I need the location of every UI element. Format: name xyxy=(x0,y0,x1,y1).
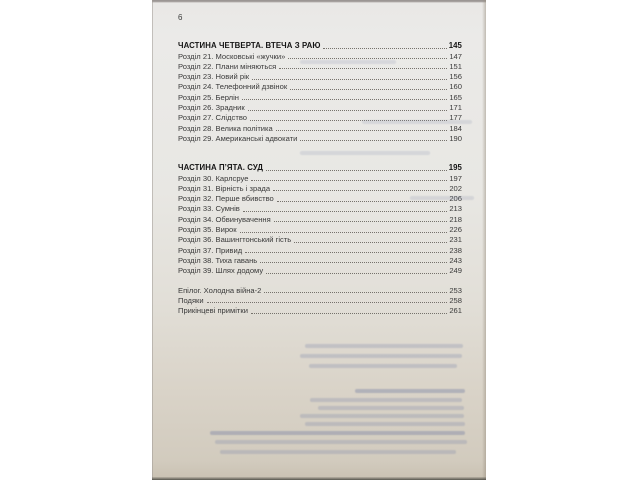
dot-leader xyxy=(273,190,447,191)
dot-leader xyxy=(290,89,447,90)
chapter-page-number: 165 xyxy=(449,92,462,102)
table-of-contents xyxy=(178,40,462,315)
page-edge-shadow-right xyxy=(482,0,486,480)
chapter-page-number: 249 xyxy=(449,266,462,276)
show-through-line xyxy=(309,364,457,368)
show-through-line xyxy=(318,406,464,410)
toc-section-part-four xyxy=(178,40,462,143)
chapter-label: Розділ 39. Шлях додому xyxy=(178,266,264,276)
chapter-page-number: 197 xyxy=(449,173,462,183)
dot-leader xyxy=(207,302,448,303)
chapter-label: Розділ 34. Обвинувачення xyxy=(178,214,271,224)
toc-row xyxy=(178,234,462,244)
chapter-label: Розділ 26. Зрадник xyxy=(178,103,245,113)
toc-row xyxy=(178,71,462,81)
toc-row xyxy=(178,172,462,182)
toc-row xyxy=(178,255,462,265)
chapter-label: Розділ 27. Слідство xyxy=(178,113,247,123)
toc-section-back-matter xyxy=(178,284,462,315)
chapter-label: Розділ 35. Вирок xyxy=(178,225,237,235)
book-page-photo xyxy=(152,0,486,480)
show-through-line xyxy=(300,354,462,358)
toc-row xyxy=(178,133,462,143)
dot-leader xyxy=(242,99,447,100)
dot-leader xyxy=(323,48,446,49)
chapter-page-number: 177 xyxy=(449,113,462,123)
dot-leader xyxy=(251,313,447,314)
toc-row xyxy=(178,265,462,275)
toc-row xyxy=(178,284,462,294)
chapter-page-number: 238 xyxy=(449,245,462,255)
chapter-label: Розділ 37. Привид xyxy=(178,245,243,255)
chapter-label: Розділ 38. Тиха гавань xyxy=(178,255,258,265)
dot-leader xyxy=(240,232,448,233)
part-title: ЧАСТИНА П’ЯТА. СУД xyxy=(178,163,264,173)
toc-row xyxy=(178,244,462,254)
show-through-line xyxy=(220,450,456,454)
chapter-label: Розділ 25. Берлін xyxy=(178,92,239,102)
chapter-page-number: 258 xyxy=(449,295,462,305)
toc-row xyxy=(178,213,462,223)
toc-row xyxy=(178,305,462,315)
toc-row xyxy=(178,203,462,213)
dot-leader xyxy=(243,211,447,212)
chapter-page-number: 151 xyxy=(449,61,462,71)
dot-leader xyxy=(274,221,448,222)
toc-row xyxy=(178,81,462,91)
toc-section-part-five xyxy=(178,162,462,275)
chapter-page-number: 206 xyxy=(449,194,462,204)
toc-row xyxy=(178,61,462,71)
dot-leader xyxy=(251,180,447,181)
toc-row xyxy=(178,122,462,132)
chapter-page-number: 213 xyxy=(449,204,462,214)
dot-leader xyxy=(264,292,447,293)
chapter-label: Розділ 31. Вірність і зрада xyxy=(178,183,271,193)
part-title: ЧАСТИНА ЧЕТВЕРТА. ВТЕЧА З РАЮ xyxy=(178,41,321,51)
dot-leader xyxy=(248,110,448,111)
page-number-folio: 6 xyxy=(178,13,183,22)
chapter-page-number: 253 xyxy=(449,285,462,295)
dot-leader xyxy=(266,170,447,171)
toc-row xyxy=(178,112,462,122)
chapter-label: Подяки xyxy=(178,295,204,305)
chapter-page-number: 190 xyxy=(449,133,462,143)
show-through-line xyxy=(305,344,463,348)
dot-leader xyxy=(277,201,448,202)
chapter-label: Розділ 32. Перше вбивство xyxy=(178,194,274,204)
dot-leader xyxy=(276,130,448,131)
chapter-page-number: 171 xyxy=(449,103,462,113)
part-page-number: 195 xyxy=(448,163,462,173)
toc-row xyxy=(178,183,462,193)
show-through-line xyxy=(300,414,464,418)
chapter-page-number: 202 xyxy=(449,183,462,193)
chapter-label: Розділ 28. Велика політика xyxy=(178,123,273,133)
chapter-page-number: 156 xyxy=(449,72,462,82)
toc-row xyxy=(178,50,462,60)
chapter-page-number: 226 xyxy=(449,225,462,235)
dot-leader xyxy=(260,262,447,263)
chapter-label: Розділ 21. Московські «жучки» xyxy=(178,51,286,61)
chapter-page-number: 231 xyxy=(449,235,462,245)
chapter-label: Розділ 23. Новий рік xyxy=(178,72,250,82)
chapter-label: Епілог. Холодна війна-2 xyxy=(178,285,262,295)
chapter-page-number: 147 xyxy=(449,51,462,61)
chapter-page-number: 160 xyxy=(449,82,462,92)
toc-part-header xyxy=(178,162,462,172)
show-through-line xyxy=(355,389,465,393)
dot-leader xyxy=(245,252,447,253)
show-through-line xyxy=(310,398,462,402)
toc-row xyxy=(178,102,462,112)
toc-row xyxy=(178,193,462,203)
dot-leader xyxy=(250,120,447,121)
chapter-label: Розділ 36. Вашингтонський гість xyxy=(178,235,292,245)
chapter-label: Розділ 24. Телефонний дзвінок xyxy=(178,82,288,92)
dot-leader xyxy=(279,68,447,69)
toc-row xyxy=(178,224,462,234)
chapter-label: Прикінцеві примітки xyxy=(178,306,248,316)
dot-leader xyxy=(252,79,447,80)
dot-leader xyxy=(300,140,447,141)
toc-row xyxy=(178,295,462,305)
dot-leader xyxy=(266,273,447,274)
chapter-label: Розділ 29. Американські адвокати xyxy=(178,133,298,143)
chapter-label: Розділ 30. Карлсруе xyxy=(178,173,249,183)
chapter-page-number: 243 xyxy=(449,255,462,265)
toc-row xyxy=(178,91,462,101)
toc-part-header xyxy=(178,40,462,50)
dot-leader xyxy=(294,242,447,243)
part-page-number: 145 xyxy=(448,41,462,51)
chapter-label: Розділ 33. Сумнів xyxy=(178,204,240,214)
chapter-page-number: 261 xyxy=(449,306,462,316)
show-through-line xyxy=(210,431,465,435)
dot-leader xyxy=(288,58,447,59)
show-through-line xyxy=(305,422,465,426)
chapter-label: Розділ 22. Плани міняються xyxy=(178,61,277,71)
show-through-line xyxy=(215,440,467,444)
chapter-page-number: 218 xyxy=(449,214,462,224)
chapter-page-number: 184 xyxy=(449,123,462,133)
